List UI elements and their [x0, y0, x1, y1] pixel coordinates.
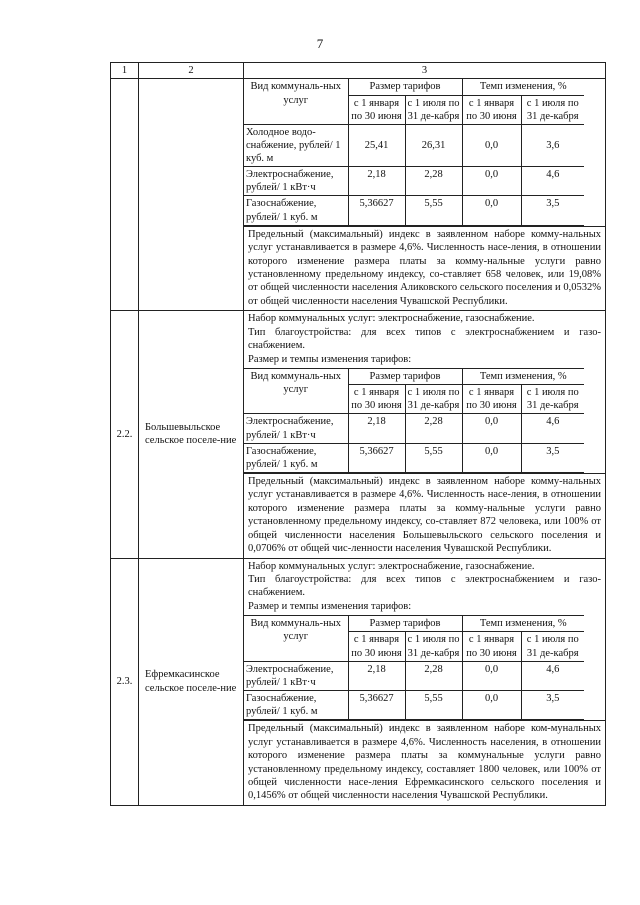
header-cell-2: 2 [139, 63, 244, 79]
tariff-value: 5,36627 [348, 690, 405, 719]
change-value: 0,0 [462, 414, 521, 443]
tariff-value: 2,28 [405, 167, 462, 196]
change-value: 0,0 [462, 124, 521, 166]
tariff-size-line: Размер и темпы изменения тарифов: [248, 353, 412, 365]
change-value: 4,6 [521, 167, 584, 196]
period-header-4: с 1 июля по 31 де-кабря [521, 385, 584, 414]
change-value: 3,6 [521, 124, 584, 166]
improvement-type-line: Тип благоустройства: для всех типов с электроснабжением и газо-снабжением. [248, 574, 601, 599]
tariff-row [244, 124, 584, 166]
block1-num-cell [111, 79, 139, 311]
service-name: Электроснабжение, рублей/ 1 кВт·ч [244, 414, 348, 443]
tariff-value: 2,18 [348, 661, 405, 690]
row-block-2 [111, 311, 606, 558]
period-header-3: с 1 января по 30 июня [462, 385, 521, 414]
change-value: 0,0 [462, 690, 521, 719]
change-value: 0,0 [462, 167, 521, 196]
tariff-value: 2,28 [405, 414, 462, 443]
tariff-value: 25,41 [348, 124, 405, 166]
header-row [111, 63, 606, 79]
tariff-row [244, 414, 584, 443]
tariff-table-3 [244, 615, 584, 720]
tariff-size-header: Размер тарифов [348, 616, 462, 632]
change-value: 4,6 [521, 661, 584, 690]
row-number: 2.2. [111, 311, 139, 558]
tariff-value: 5,36627 [348, 196, 405, 225]
services-set-line: Набор коммунальных услуг: электроснабжение, газоснабжение. [248, 560, 535, 572]
tariff-value: 26,31 [405, 124, 462, 166]
tariff-table-2 [244, 368, 584, 473]
tariff-value: 2,18 [348, 414, 405, 443]
limit-index-paragraph: Предельный (максимальный) индекс в заявленном наборе ком-мунальных услуг устанавливается в размере 4,6%. Численность населения, в отношении которого изменение размера платы за коммунальные услуги равно установленному предельному индексу, составляет 1800 человек, или 100% от общей численности насе-ления Ефремкасинского сельского поселения и 0,1456% от общей численности населения Чувашской Республики. [244, 720, 605, 805]
tariff-row [244, 167, 584, 196]
tariff-value: 5,55 [405, 443, 462, 472]
tariff-row [244, 661, 584, 690]
service-type-header: Вид коммуналь-ных услуг [244, 616, 348, 661]
block2-content [244, 311, 606, 558]
service-name: Холодное водо-снабжение, рублей/ 1 куб. м [244, 124, 348, 166]
limit-index-paragraph: Предельный (максимальный) индекс в заявленном наборе комму-нальных услуг устанавливается в размере 4,6%. Численность насе-ления, в отношении которого изменение размера платы за комму-нальные услуги равно установленному предельному индексу, со-ставляет 658 человек, или 19,08% от общей численности населения Аликовского сельского поселения и 0,0532% от общей численности населения Чувашской Республики. [244, 226, 605, 311]
tariff-row [244, 443, 584, 472]
settlement-name: Ефремкасинское сельское поселе-ние [139, 558, 244, 805]
period-header-2: с 1 июля по 31 де-кабря [405, 632, 462, 661]
period-header-3: с 1 января по 30 июня [462, 632, 521, 661]
tariff-value: 5,55 [405, 196, 462, 225]
tariff-value: 5,36627 [348, 443, 405, 472]
period-header-4: с 1 июля по 31 де-кабря [521, 95, 584, 124]
change-value: 3,5 [521, 196, 584, 225]
tariff-value: 5,55 [405, 690, 462, 719]
tariff-row [244, 690, 584, 719]
page-number: 7 [316, 36, 324, 51]
tariff-size-header: Размер тарифов [348, 369, 462, 385]
period-header-4: с 1 июля по 31 де-кабря [521, 632, 584, 661]
settlement-name: Большевыльское сельское поселе-ние [139, 311, 244, 558]
service-type-header: Вид коммуналь-ных услуг [244, 369, 348, 414]
change-value: 4,6 [521, 414, 584, 443]
service-name: Электроснабжение, рублей/ 1 кВт·ч [244, 167, 348, 196]
tariff-value: 2,28 [405, 661, 462, 690]
period-header-2: с 1 июля по 31 де-кабря [405, 95, 462, 124]
tariff-size-line: Размер и темпы изменения тарифов: [248, 600, 412, 612]
block3-content [244, 558, 606, 805]
tariff-row [244, 196, 584, 225]
service-name: Газоснабжение, рублей/ 1 куб. м [244, 196, 348, 225]
change-value: 0,0 [462, 661, 521, 690]
period-header-1: с 1 января по 30 июня [348, 95, 405, 124]
row-block-1 [111, 79, 606, 311]
header-cell-3: 3 [244, 63, 606, 79]
tariff-table-1-grid [244, 79, 584, 225]
period-header-3: с 1 января по 30 июня [462, 95, 521, 124]
header-cell-1: 1 [111, 63, 139, 79]
change-rate-header: Темп изменения, % [462, 79, 584, 95]
services-set-line: Набор коммунальных услуг: электроснабжение, газоснабжение. [248, 313, 535, 325]
main-table [110, 62, 606, 806]
change-rate-header: Темп изменения, % [462, 369, 584, 385]
service-name: Газоснабжение, рублей/ 1 куб. м [244, 690, 348, 719]
service-name: Электроснабжение, рублей/ 1 кВт·ч [244, 661, 348, 690]
period-header-2: с 1 июля по 31 де-кабря [405, 385, 462, 414]
tariff-value: 2,18 [348, 167, 405, 196]
row-number: 2.3. [111, 558, 139, 805]
service-name: Газоснабжение, рублей/ 1 куб. м [244, 443, 348, 472]
change-rate-header: Темп изменения, % [462, 616, 584, 632]
period-header-1: с 1 января по 30 июня [348, 385, 405, 414]
tariff-size-header: Размер тарифов [348, 79, 462, 95]
block1-content [244, 79, 606, 311]
period-header-1: с 1 января по 30 июня [348, 632, 405, 661]
change-value: 3,5 [521, 443, 584, 472]
service-type-header: Вид коммуналь-ных услуг [244, 79, 348, 124]
block1-name-cell [139, 79, 244, 311]
change-value: 0,0 [462, 196, 521, 225]
change-value: 0,0 [462, 443, 521, 472]
limit-index-paragraph: Предельный (максимальный) индекс в заявленном наборе комму-нальных услуг устанавливается в размере 4,6%. Численность насе-ления, в отношении которого изменение размера платы за комму-нальные услуги равно установленному предельному индексу, со-ставляет 872 человека, или 100% от общей численности населения Большевыльского сельского поселения и 0,0706% от общей чис-ленности населения Чувашской Республики. [244, 473, 605, 558]
improvement-type-line: Тип благоустройства: для всех типов с электроснабжением и газо-снабжением. [248, 326, 601, 352]
row-block-3 [111, 558, 606, 805]
change-value: 3,5 [521, 690, 584, 719]
